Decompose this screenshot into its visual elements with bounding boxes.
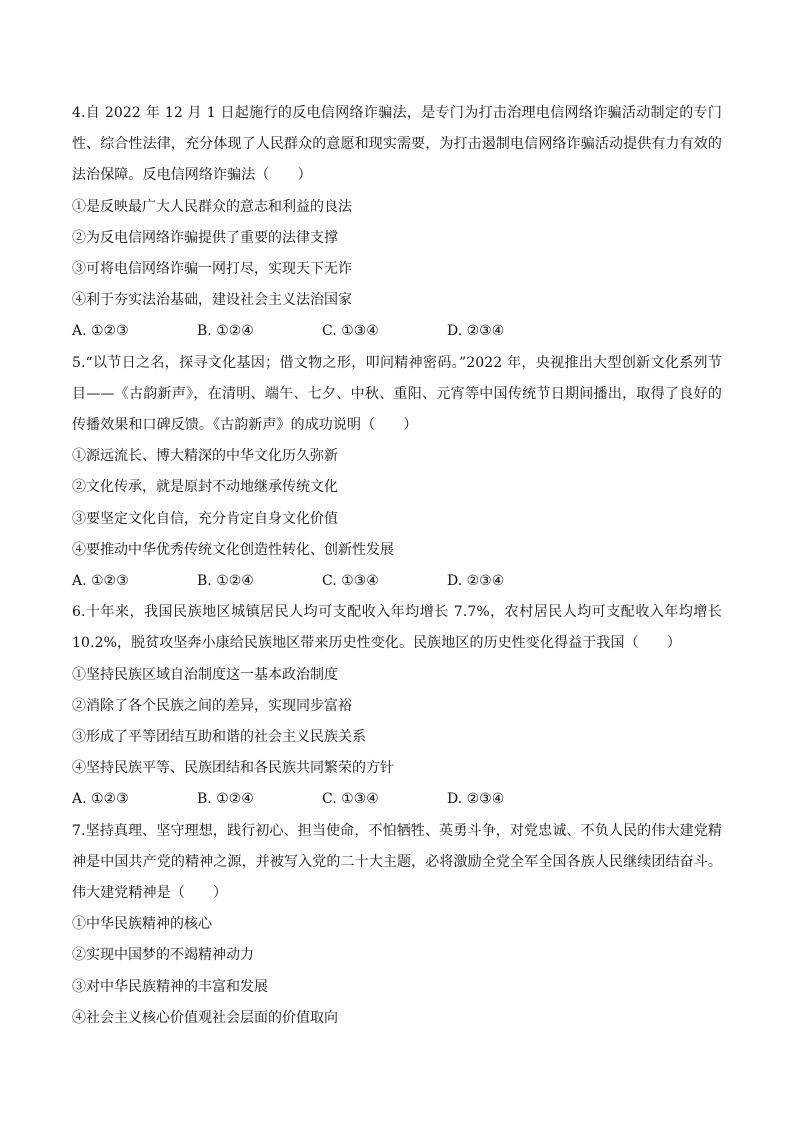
exam-page: [72, 98, 722, 1034]
choice-b[interactable]: B. ①②④: [197, 573, 254, 590]
choice-d[interactable]: D. ②③④: [447, 791, 505, 808]
answer-choices: [72, 566, 722, 597]
choice-b[interactable]: B. ①②④: [197, 791, 254, 808]
option-2: ②为反电信网络诈骗提供了重要的法律支撑: [72, 229, 338, 246]
question-5: [72, 348, 722, 598]
choice-b[interactable]: B. ①②④: [197, 323, 254, 340]
choice-c[interactable]: C. ①③④: [322, 791, 379, 808]
option-3: ③要坚定文化自信，充分肯定自身文化价值: [72, 510, 338, 527]
question-stem: 5.“以节日之名，探寻文化基因；借文物之形，叩问精神密码。”2022 年，央视推出大型创新文化系列节目——《古韵新声》，在清明、端午、七夕、中秋、重阳、元宵等中国传统节日期间播出，取得了良好的传播效果和口碑反馈。《古韵新声》的成功说明（ ）: [72, 354, 722, 434]
question-6: [72, 597, 722, 815]
choice-d[interactable]: D. ②③④: [447, 323, 505, 340]
choice-c[interactable]: C. ①③④: [322, 573, 379, 590]
option-4: ④要推动中华优秀传统文化创造性转化、创新性发展: [72, 541, 394, 558]
choice-c[interactable]: C. ①③④: [322, 323, 379, 340]
question-stem: 6.十年来，我国民族地区城镇居民人均可支配收入年均增长 7.7%，农村居民人均可支配收入年均增长 10.2%，脱贫攻坚奔小康给民族地区带来历史性变化。民族地区的历史性变化得益于我国（ ）: [72, 604, 722, 652]
question-7: [72, 816, 722, 1034]
choice-a[interactable]: A. ①②③: [72, 573, 129, 590]
choice-d[interactable]: D. ②③④: [447, 573, 505, 590]
answer-choices: [72, 784, 722, 815]
option-4: ④社会主义核心价值观社会层面的价值取向: [72, 1009, 338, 1026]
option-2: ②文化传承，就是原封不动地继承传统文化: [72, 479, 338, 496]
option-2: ②实现中国梦的不竭精神动力: [72, 947, 254, 964]
choice-a[interactable]: A. ①②③: [72, 323, 129, 340]
question-stem: 4.自 2022 年 12 月 1 日起施行的反电信网络诈骗法，是专门为打击治理电信网络诈骗活动制定的专门性、综合性法律，充分体现了人民群众的意愿和现实需要，为打击遏制电信网络诈骗活动提供有力有效的法治保障。反电信网络诈骗法（ ）: [72, 105, 722, 184]
option-1: ①源远流长、博大精深的中华文化历久弥新: [72, 448, 338, 465]
option-3: ③形成了平等团结互助和谐的社会主义民族关系: [72, 729, 366, 746]
question-stem: 7.坚持真理、坚守理想，践行初心、担当使命，不怕牺牲、英勇斗争，对党忠诚、不负人民的伟大建党精神是中国共产党的精神之源，并被写入党的二十大主题，必将激励全党全军全国各族人民继续团结奋斗。伟大建党精神是（ ）: [72, 822, 722, 902]
choice-a[interactable]: A. ①②③: [72, 791, 129, 808]
answer-choices: [72, 316, 722, 347]
option-1: ①坚持民族区域自治制度这一基本政治制度: [72, 666, 338, 683]
option-2: ②消除了各个民族之间的差异，实现同步富裕: [72, 697, 352, 714]
option-3: ③可将电信网络诈骗一网打尽，实现天下无诈: [72, 261, 352, 278]
option-4: ④利于夯实法治基础，建设社会主义法治国家: [72, 292, 352, 309]
option-4: ④坚持民族平等、民族团结和各民族共同繁荣的方针: [72, 760, 394, 777]
option-1: ①中华民族精神的核心: [72, 916, 212, 933]
option-1: ①是反映最广大人民群众的意志和利益的良法: [72, 198, 352, 215]
question-4: [72, 98, 722, 348]
option-3: ③对中华民族精神的丰富和发展: [72, 978, 268, 995]
